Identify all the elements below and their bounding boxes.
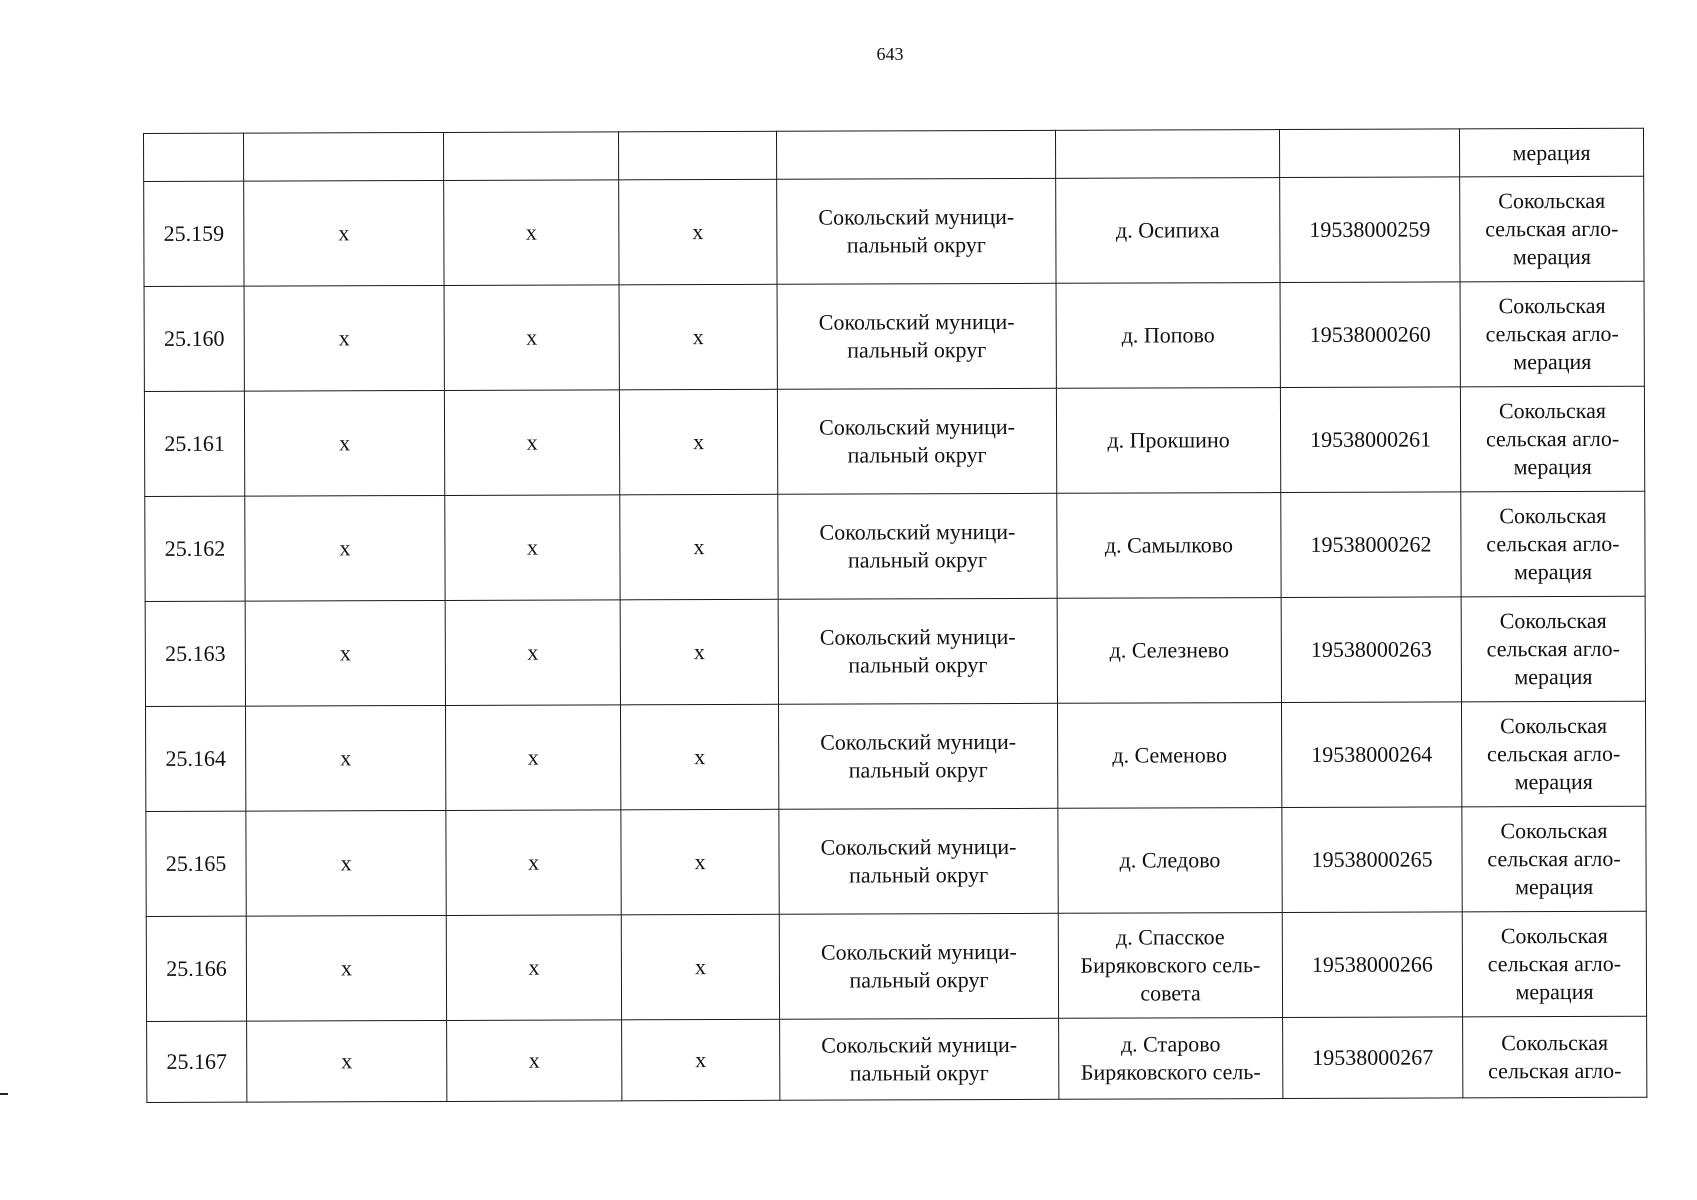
table-row bbox=[145, 596, 1645, 706]
oktmo-code-cell bbox=[1281, 492, 1461, 598]
row-number-cell-text: 25.163 bbox=[165, 640, 226, 666]
mark-cell bbox=[245, 495, 445, 601]
agglomeration-cell-text: Сокольская сельская агло- мерация bbox=[1486, 607, 1620, 690]
municipality-cell bbox=[778, 598, 1057, 704]
mark-cell-text: х bbox=[339, 430, 351, 456]
agglomeration-cell-text: Сокольская сельская агло- мерация bbox=[1485, 397, 1620, 480]
mark-cell bbox=[620, 494, 778, 600]
settlement-cell-text: д. Семеново bbox=[1112, 742, 1228, 768]
oktmo-code-cell-text: 19538000264 bbox=[1311, 741, 1433, 767]
oktmo-code-cell-text: 19538000266 bbox=[1311, 951, 1433, 977]
settlement-cell-text: д. Селезнево bbox=[1109, 637, 1230, 663]
mark-cell-text: х bbox=[340, 745, 352, 771]
mark-cell bbox=[445, 495, 620, 601]
empty-cell bbox=[443, 132, 618, 181]
row-number-cell-text: 25.159 bbox=[163, 220, 225, 246]
agglomeration-cell-text: Сокольская сельская агло- мерация bbox=[1485, 292, 1619, 375]
row-number-cell bbox=[144, 181, 244, 286]
mark-cell-text: х bbox=[338, 325, 350, 351]
mark-cell bbox=[620, 599, 778, 705]
agglomeration-cell bbox=[1460, 176, 1644, 282]
mark-cell-text: х bbox=[693, 639, 705, 665]
mark-cell bbox=[619, 284, 777, 390]
empty-cell bbox=[1055, 130, 1279, 179]
settlements-table bbox=[143, 128, 1647, 1103]
agglomeration-cell bbox=[1461, 701, 1645, 807]
settlement-cell bbox=[1058, 913, 1282, 1019]
mark-cell bbox=[247, 1020, 447, 1102]
mark-cell bbox=[246, 705, 446, 811]
mark-cell bbox=[447, 1020, 622, 1102]
margin-mark bbox=[0, 1093, 8, 1095]
table-body bbox=[144, 128, 1647, 1102]
empty-cell bbox=[776, 130, 1055, 179]
settlement-cell-text: д. Осипиха bbox=[1115, 217, 1220, 243]
agglomeration-cell bbox=[1462, 911, 1646, 1017]
table-row bbox=[147, 1016, 1647, 1102]
row-number-cell-text: 25.162 bbox=[164, 535, 226, 561]
oktmo-code-cell bbox=[1280, 282, 1460, 388]
settlement-cell bbox=[1056, 283, 1280, 389]
settlement-cell-text: д. Прокшино bbox=[1107, 427, 1230, 453]
table-row bbox=[145, 491, 1645, 601]
empty-cell bbox=[618, 131, 776, 180]
oktmo-code-cell-text: 19538000265 bbox=[1311, 846, 1433, 872]
mark-cell bbox=[446, 810, 621, 916]
oktmo-code-cell-text: 19538000262 bbox=[1310, 531, 1432, 557]
empty-cell bbox=[1279, 129, 1459, 178]
mark-cell-text: х bbox=[525, 219, 537, 245]
mark-cell bbox=[619, 179, 777, 285]
mark-cell-text: х bbox=[527, 744, 539, 770]
municipality-cell bbox=[777, 388, 1056, 494]
mark-cell-text: х bbox=[340, 850, 352, 876]
agglomeration-cell-text: Сокольская сельская агло- мерация bbox=[1486, 502, 1620, 585]
settlement-cell-text: д. Спасское Биряковского сель- совета bbox=[1080, 924, 1261, 1006]
settlement-cell bbox=[1059, 1018, 1283, 1100]
row-number-cell-text: 25.166 bbox=[166, 955, 227, 981]
empty-cell bbox=[144, 133, 244, 181]
table-row bbox=[146, 701, 1646, 811]
oktmo-code-cell bbox=[1282, 807, 1462, 913]
oktmo-code-cell-text: 19538000259 bbox=[1309, 216, 1431, 242]
table-row bbox=[146, 911, 1646, 1021]
mark-cell-text: х bbox=[339, 640, 351, 666]
row-number-cell bbox=[144, 286, 244, 391]
mark-cell-text: х bbox=[528, 849, 540, 875]
municipality-cell-text: Сокольский муници- пальный округ bbox=[820, 938, 1017, 993]
mark-cell bbox=[621, 914, 779, 1020]
mark-cell-text: х bbox=[527, 639, 539, 665]
municipality-cell-text: Сокольский муници- пальный округ bbox=[818, 308, 1015, 363]
settlement-cell-text: д. Следово bbox=[1119, 847, 1221, 873]
mark-cell bbox=[245, 600, 445, 706]
mark-cell-text: х bbox=[526, 534, 538, 560]
agglomeration-cell-text: Сокольская сельская агло- мерация bbox=[1487, 922, 1622, 1005]
row-number-cell bbox=[145, 496, 245, 601]
mark-cell bbox=[620, 704, 778, 810]
mark-cell-text: х bbox=[526, 429, 538, 455]
row-number-cell bbox=[146, 916, 246, 1021]
agglomeration-cell bbox=[1460, 386, 1644, 492]
oktmo-code-cell-text: 19538000263 bbox=[1310, 636, 1432, 662]
row-number-cell bbox=[147, 1021, 247, 1102]
oktmo-code-cell-text: 19538000261 bbox=[1310, 426, 1432, 452]
agglomeration-cell-text: Сокольская сельская агло- bbox=[1488, 1029, 1622, 1084]
settlement-cell bbox=[1057, 598, 1281, 704]
municipality-cell-text: Сокольский муници- пальный округ bbox=[821, 1031, 1018, 1086]
mark-cell-text: х bbox=[694, 954, 706, 980]
mark-cell bbox=[444, 390, 619, 496]
oktmo-code-cell bbox=[1282, 912, 1462, 1018]
oktmo-code-cell bbox=[1280, 387, 1460, 493]
municipality-cell bbox=[778, 703, 1057, 809]
settlement-cell bbox=[1057, 703, 1281, 809]
continuation-row bbox=[144, 128, 1644, 181]
settlement-cell bbox=[1056, 178, 1280, 284]
row-number-cell bbox=[146, 706, 246, 811]
oktmo-code-cell bbox=[1281, 597, 1461, 703]
mark-cell-text: х bbox=[528, 1047, 540, 1073]
mark-cell-text: х bbox=[694, 744, 706, 770]
mark-cell bbox=[244, 285, 444, 391]
settlement-cell-text: д. Самылково bbox=[1104, 532, 1234, 558]
municipality-cell-text: Сокольский муници- пальный округ bbox=[818, 203, 1015, 258]
row-number-cell-text: 25.161 bbox=[164, 430, 225, 456]
oktmo-code-cell bbox=[1283, 1017, 1463, 1099]
oktmo-code-cell-text: 19538000260 bbox=[1309, 321, 1431, 347]
agglomeration-cell bbox=[1463, 1016, 1647, 1098]
table-row bbox=[144, 281, 1644, 391]
page-number: 643 bbox=[876, 44, 904, 64]
row-number-cell-text: 25.165 bbox=[165, 850, 227, 876]
settlement-cell bbox=[1058, 808, 1282, 914]
mark-cell-text: х bbox=[338, 220, 350, 246]
mark-cell bbox=[446, 915, 621, 1021]
municipality-cell-text: Сокольский муници- пальный округ bbox=[820, 833, 1017, 888]
mark-cell-text: х bbox=[526, 324, 538, 350]
municipality-cell bbox=[779, 808, 1058, 914]
mark-cell bbox=[621, 809, 779, 915]
mark-cell bbox=[246, 915, 446, 1021]
row-number-cell-text: 25.167 bbox=[166, 1048, 228, 1074]
table-row bbox=[146, 806, 1646, 916]
mark-cell-text: х bbox=[692, 219, 704, 245]
mark-cell-text: х bbox=[528, 954, 540, 980]
municipality-cell-text: Сокольский муници- пальный округ bbox=[820, 728, 1017, 783]
agglomeration-cell bbox=[1461, 491, 1645, 597]
mark-cell bbox=[244, 390, 444, 496]
municipality-cell-text: Сокольский муници- пальный округ bbox=[819, 623, 1016, 678]
mark-cell-text: х bbox=[694, 849, 706, 875]
settlement-cell-text: д. Старово Биряковского сель- bbox=[1080, 1031, 1261, 1085]
agglomeration-cell-text: Сокольская сельская агло- мерация bbox=[1487, 817, 1621, 900]
mark-cell-text: х bbox=[339, 535, 351, 561]
continued-agglomeration-cell: мерация bbox=[1459, 128, 1643, 177]
empty-cell bbox=[244, 132, 444, 181]
mark-cell bbox=[244, 180, 444, 286]
table-row bbox=[144, 386, 1644, 496]
settlement-cell bbox=[1056, 388, 1280, 494]
settlement-cell bbox=[1057, 493, 1281, 599]
mark-cell-text: х bbox=[695, 1047, 707, 1073]
mark-cell bbox=[444, 285, 619, 391]
municipality-cell bbox=[780, 1018, 1059, 1100]
mark-cell bbox=[444, 180, 619, 286]
mark-cell-text: х bbox=[693, 534, 705, 560]
settlement-cell-text: д. Попово bbox=[1121, 322, 1215, 348]
mark-cell-text: х bbox=[692, 324, 704, 350]
mark-cell bbox=[619, 389, 777, 495]
mark-cell bbox=[622, 1019, 780, 1101]
oktmo-code-cell bbox=[1281, 702, 1461, 808]
mark-cell-text: х bbox=[693, 429, 705, 455]
row-number-cell bbox=[146, 811, 246, 916]
agglomeration-cell bbox=[1460, 281, 1644, 387]
municipality-cell-text: Сокольский муници- пальный округ bbox=[819, 518, 1016, 573]
oktmo-code-cell bbox=[1280, 177, 1460, 283]
row-number-cell bbox=[144, 391, 244, 496]
oktmo-code-cell-text: 19538000267 bbox=[1312, 1044, 1434, 1070]
mark-cell-text: х bbox=[341, 1048, 353, 1074]
row-number-cell-text: 25.164 bbox=[165, 745, 226, 771]
mark-cell-text: х bbox=[340, 955, 352, 981]
agglomeration-cell-text: Сокольская сельская агло- мерация bbox=[1486, 712, 1621, 795]
agglomeration-cell bbox=[1461, 596, 1645, 702]
mark-cell bbox=[445, 600, 620, 706]
mark-cell bbox=[446, 705, 621, 811]
mark-cell bbox=[246, 810, 446, 916]
row-number-cell-text: 25.160 bbox=[163, 325, 225, 351]
municipality-cell bbox=[777, 283, 1056, 389]
row-number-cell bbox=[145, 601, 245, 706]
table-row bbox=[144, 176, 1644, 286]
municipality-cell bbox=[778, 493, 1057, 599]
agglomeration-cell-text: Сокольская сельская агло- мерация bbox=[1485, 187, 1619, 270]
municipality-cell bbox=[779, 913, 1058, 1019]
municipality-cell-text: Сокольский муници- пальный округ bbox=[819, 413, 1015, 468]
municipality-cell bbox=[777, 178, 1056, 284]
agglomeration-cell bbox=[1462, 806, 1646, 912]
